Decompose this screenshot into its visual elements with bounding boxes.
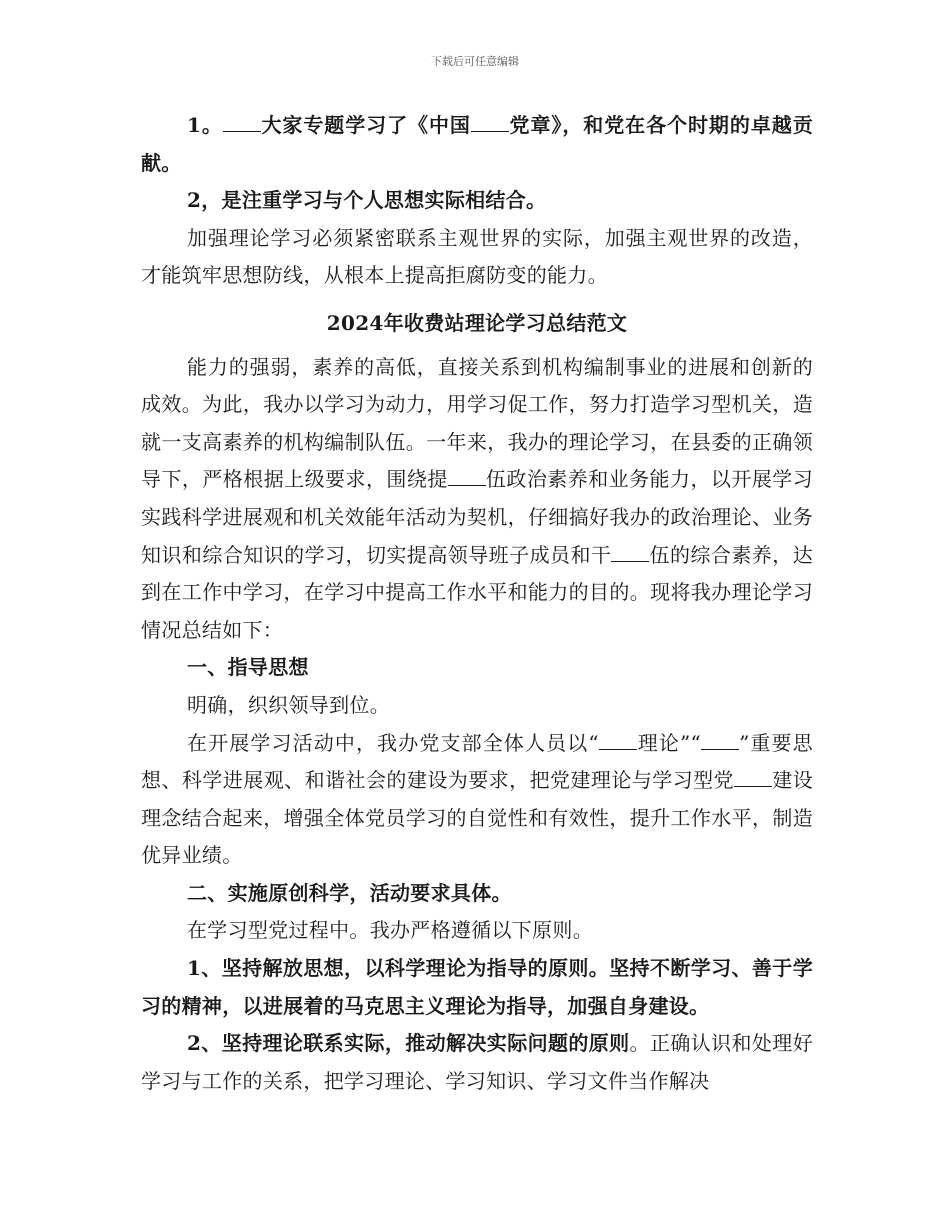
section-heading-1: 一、指导思想 [187, 655, 309, 680]
paragraph-4 [141, 349, 813, 650]
blank-line [471, 113, 509, 132]
blank-line [701, 731, 739, 750]
blank-line [611, 543, 649, 562]
paragraph-2: 2，是注重学习与个人思想实际相结合。 [187, 188, 547, 213]
paragraph-9-bold: 2、坚持理论联系实际，推动解决实际问题的原则 [187, 1031, 630, 1056]
paragraph-1-number: 1。 [187, 113, 223, 137]
paragraph-6-text-b: 理论”“ [636, 730, 702, 755]
paragraph-6-text-c: ”重要思想、科学进展观、和谐社会的建设为要求，把党建理论与学习型党 [141, 730, 813, 793]
paragraph-3: 加强理论学习必须紧密联系主观世界的实际，加强主观世界的改造，才能筑牢思想防线，从根本上提高拒腐防变的能力。 [141, 225, 813, 288]
paragraph-5: 明确，织织领导到位。 [187, 692, 390, 717]
document-body [141, 107, 813, 1100]
paragraph-4-text-b: 伍政治素养和业务能力，以开展学习实践科学进展观和机关效能年活动为契机，仔细搞好我办的政治理论、业务知识和综合知识的学习，切实提高领导班子成员和干 [141, 467, 814, 567]
paragraph-6-text-a: 在开展学习活动中，我办党支部全体人员以“ [187, 730, 599, 755]
blank-line [734, 768, 772, 787]
paragraph-1 [141, 107, 813, 182]
paragraph-7: 在学习型党过程中。我办严格遵循以下原则。 [187, 918, 593, 943]
blank-line [448, 467, 486, 486]
blank-line [223, 113, 261, 132]
paragraph-8: 1、坚持解放思想，以科学理论为指导的原则。坚持不断学习、善于学习的精神，以进展着的马克思主义理论为指导，加强自身建设。 [141, 956, 813, 1018]
paragraph-1-text-b: 党章》，和党在各个时期的卓越贡献。 [141, 113, 814, 175]
paragraph-1-text-a: 大家专题学习了《中国 [260, 113, 471, 137]
paragraph-6-text-d: 建设理念结合起来，增强全体党员学习的自觉性和有效性，提升工作水平，制造优异业绩。 [141, 768, 813, 868]
paragraph-9-text: 。正确认识和处理好学习与工作的关系，把学习理论、学习知识、学习文件当作解决 [141, 1031, 814, 1093]
section-heading-2: 二、实施原创科学，活动要求具体。 [187, 880, 512, 905]
paragraph-4-text-a: 能力的强弱，素养的高低，直接关系到机构编制事业的进展和创新的成效。为此，我办以学习为动力，用学习促工作，努力打造学习型机关，造就一支高素养的机构编制队伍。一年来，我办的理论学习，在县委的正确领导下，严格根据上级要求，围绕提 [141, 354, 813, 492]
blank-line [599, 731, 637, 750]
document-title: 2024年收费站理论学习总结范文 [326, 310, 628, 335]
paragraph-9 [141, 1025, 813, 1100]
paragraph-4-text-c: 伍的综合素养，达到在工作中学习，在学习中提高工作水平和能力的目的。现将我办理论学习情况总结如下： [141, 542, 814, 642]
paragraph-6 [141, 725, 813, 875]
page-header: 下载后可任意编辑 [431, 55, 519, 68]
